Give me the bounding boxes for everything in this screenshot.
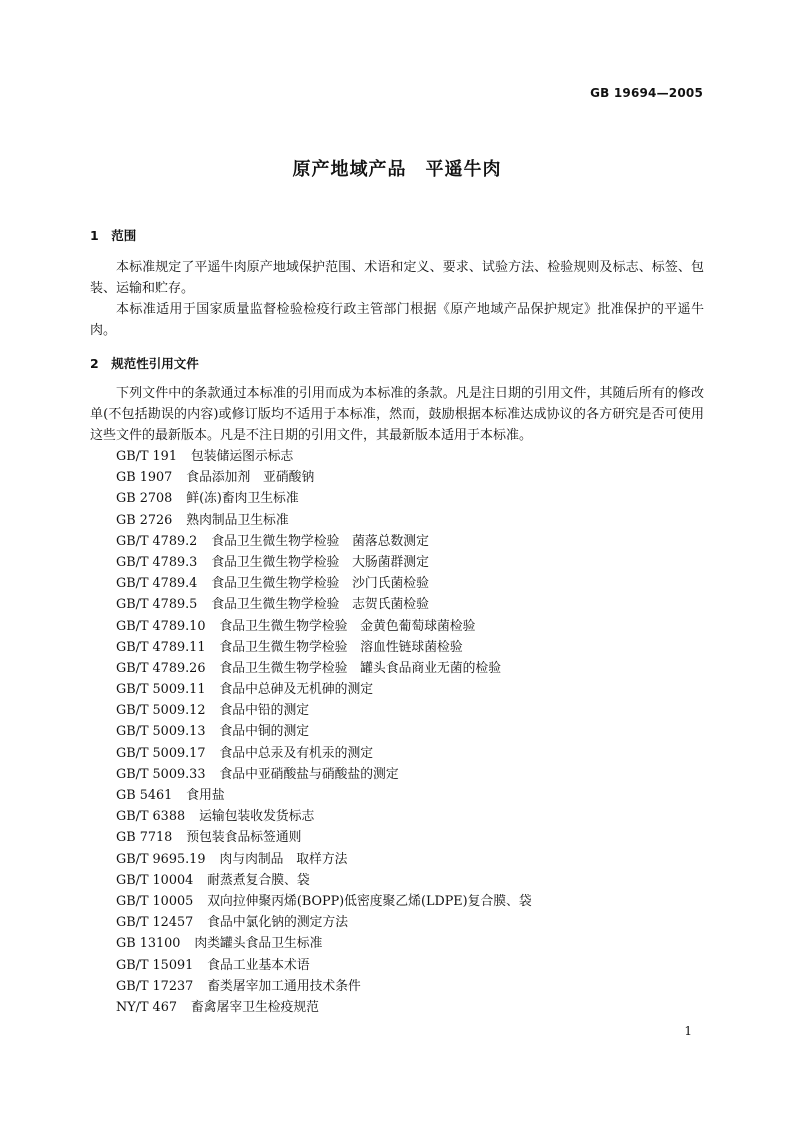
reference-title: 预包装食品标签通则	[186, 830, 302, 846]
reference-item	[116, 785, 532, 806]
reference-code: GB/T 4789.5	[116, 597, 198, 613]
reference-code: GB/T 191	[116, 449, 177, 464]
reference-title: 食品卫生微生物学检验 金黄色葡萄球菌检验	[219, 618, 476, 634]
reference-code: GB/T 4789.4	[116, 576, 198, 592]
reference-code: GB/T 12457	[116, 915, 194, 931]
reference-item	[116, 721, 532, 742]
reference-title: 运输包装收发货标志	[199, 809, 315, 825]
reference-title: 耐蒸煮复合膜、袋	[207, 872, 310, 888]
reference-code: GB/T 4789.11	[116, 639, 206, 655]
reference-title: 食品卫生微生物学检验 志贺氏菌检验	[211, 597, 429, 613]
reference-title: 食品卫生微生物学检验 沙门氏菌检验	[211, 576, 429, 592]
reference-title: 食品中总汞及有机汞的测定	[219, 745, 374, 761]
reference-item	[116, 594, 532, 615]
references-intro-paragraph: 下列文件中的条款通过本标准的引用而成为本标准的条款。凡是注日期的引用文件，其随后所有的修改单(不包括勘误的内容)或修订版均不适用于本标准，然而，鼓励根据本标准达成协议的各方研究是否可使用这些文件的最新版本。凡是不注日期的引用文件，其最新版本适用于本标准。	[90, 386, 704, 444]
reference-item	[116, 976, 532, 997]
reference-item	[116, 955, 532, 976]
reference-title: 肉类罐头食品卫生标准	[194, 936, 323, 952]
reference-code: GB 2726	[116, 512, 173, 528]
reference-code: GB/T 6388	[116, 809, 186, 825]
standard-number: GB 19694—2005	[590, 86, 703, 100]
reference-item	[116, 743, 532, 764]
reference-item	[116, 912, 532, 933]
section-heading-normative-references: 2 规范性引用文件	[90, 356, 199, 371]
reference-item	[116, 510, 532, 531]
section-heading-scope: 1 范围	[90, 228, 137, 243]
reference-list	[116, 446, 532, 1018]
reference-title: 鲜(冻)畜肉卫生标准	[186, 491, 299, 507]
reference-item	[116, 827, 532, 848]
reference-title: 食品卫生微生物学检验 罐头食品商业无菌的检验	[219, 660, 501, 676]
reference-title: 食品卫生微生物学检验 菌落总数测定	[211, 533, 429, 549]
reference-item	[116, 573, 532, 594]
reference-code: GB/T 9695.19	[116, 851, 206, 867]
reference-code: NY/T 467	[116, 999, 177, 1015]
reference-title: 双向拉伸聚丙烯(BOPP)低密度聚乙烯(LDPE)复合膜、袋	[207, 893, 532, 909]
reference-item	[116, 658, 532, 679]
reference-title: 食品中氯化钠的测定方法	[207, 915, 349, 931]
reference-item	[116, 552, 532, 573]
reference-title: 食品卫生微生物学检验 溶血性链球菌检验	[219, 639, 463, 655]
reference-code: GB/T 5009.13	[116, 724, 206, 740]
reference-title: 包装储运图示标志	[190, 449, 294, 464]
reference-title: 食品工业基本术语	[207, 957, 310, 973]
reference-code: GB 1907	[116, 470, 173, 486]
reference-item	[116, 446, 532, 467]
reference-code: GB 13100	[116, 936, 181, 952]
reference-item	[116, 700, 532, 721]
reference-item	[116, 849, 532, 870]
reference-item	[116, 933, 532, 954]
reference-title: 畜类屠宰加工通用技术条件	[207, 978, 361, 994]
reference-item	[116, 997, 532, 1018]
reference-code: GB 5461	[116, 788, 173, 803]
reference-item	[116, 679, 532, 700]
reference-code: GB/T 5009.17	[116, 745, 206, 761]
reference-code: GB/T 17237	[116, 978, 194, 994]
reference-code: GB/T 10005	[116, 893, 194, 909]
reference-code: GB/T 5009.33	[116, 766, 206, 782]
reference-item	[116, 806, 532, 827]
reference-title: 食品中铜的测定	[219, 724, 310, 740]
document-title: 原产地域产品 平遥牛肉	[292, 159, 502, 180]
reference-code: GB 2708	[116, 491, 173, 507]
reference-title: 食品添加剂 亚硝酸钠	[186, 470, 315, 486]
reference-item	[116, 891, 532, 912]
reference-title: 食品中铅的测定	[219, 703, 310, 719]
reference-title: 畜禽屠宰卫生检疫规范	[191, 999, 319, 1015]
reference-item	[116, 467, 532, 488]
scope-paragraph-1: 本标准规定了平遥牛肉原产地域保护范围、术语和定义、要求、试验方法、检验规则及标志、标签、包装、运输和贮存。	[90, 260, 704, 297]
reference-item	[116, 531, 532, 552]
reference-item	[116, 764, 532, 785]
scope-paragraph-2: 本标准适用于国家质量监督检验检疫行政主管部门根据《原产地域产品保护规定》批准保护的平遥牛肉。	[90, 302, 704, 339]
reference-title: 食用盐	[186, 788, 225, 803]
reference-title: 熟肉制品卫生标准	[186, 512, 289, 528]
reference-code: GB/T 5009.11	[116, 682, 206, 698]
reference-code: GB/T 4789.26	[116, 660, 206, 676]
reference-code: GB/T 5009.12	[116, 703, 206, 719]
reference-item	[116, 616, 532, 637]
reference-title: 食品中亚硝酸盐与硝酸盐的测定	[219, 766, 399, 782]
page-number: 1	[684, 1024, 692, 1038]
reference-code: GB/T 4789.10	[116, 618, 206, 634]
reference-code: GB/T 4789.2	[116, 533, 198, 549]
reference-code: GB/T 15091	[116, 957, 194, 973]
reference-code: GB/T 10004	[116, 872, 194, 888]
reference-title: 食品中总砷及无机砷的测定	[219, 682, 374, 698]
reference-item	[116, 488, 532, 509]
reference-code: GB 7718	[116, 830, 173, 846]
reference-item	[116, 637, 532, 658]
reference-code: GB/T 4789.3	[116, 554, 198, 570]
reference-item	[116, 870, 532, 891]
reference-title: 食品卫生微生物学检验 大肠菌群测定	[211, 554, 429, 570]
reference-title: 肉与肉制品 取样方法	[219, 851, 348, 867]
